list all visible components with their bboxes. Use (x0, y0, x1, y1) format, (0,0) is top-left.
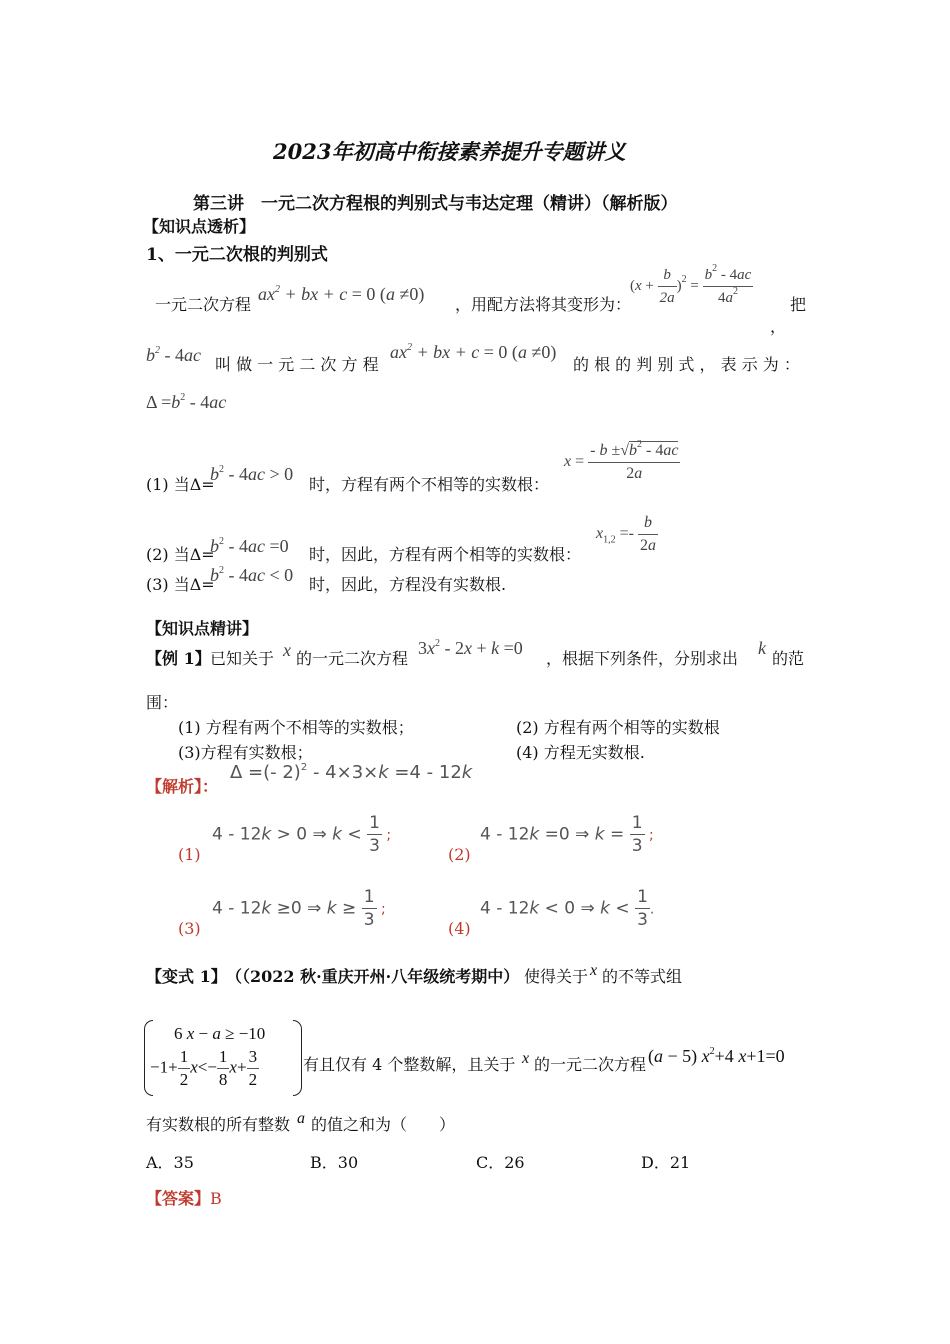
quadratic-equation-formula: $ax^2$ + bx + c = 0 (a ≠0) (390, 342, 557, 362)
delta-definition-formula: $\Delta =b^2 - 4ac$ (146, 392, 227, 412)
case-2-prefix: (2) 当Δ= (146, 545, 215, 564)
section-lecture: 【知识点精讲】 (146, 619, 259, 638)
variant-text: 有且仅有 4 个整数解，且关于 (303, 1055, 516, 1074)
variable-k: k (758, 638, 766, 658)
answer-1-formula: 4 - 12k > 0 ⇒ k < $\frac{1}{3}$ ; (212, 813, 392, 856)
variable-x: x (522, 1050, 530, 1067)
variant-equation: (a − 5) $x^2+4$ x+1=0 (648, 1046, 785, 1066)
case-2-text: 时，因此，方程有两个相等的实数根： (309, 545, 582, 564)
system-right-brace (293, 1020, 302, 1096)
variant-1-source: （（2022 秋·重庆开州·八年级统考期中） (226, 967, 520, 986)
quadratic-equation-formula: $ax^2$ + bx + c = 0 (a ≠0) (258, 284, 425, 304)
document-title: 2023年初高中衔接素养提升专题讲义 (273, 139, 626, 164)
example-text: 的一元二次方程 (296, 649, 409, 668)
paragraph-text: ，用配方法将其变形为： (455, 295, 632, 314)
example-1-label: 【例 1】 (146, 649, 211, 668)
variant-text: 的一元二次方程 (534, 1055, 647, 1074)
example-text: 的范 (772, 649, 805, 668)
inequality-1: 6 x − a ≥ −10 (174, 1024, 266, 1043)
example-text: 已知关于 (210, 649, 275, 668)
variant-text: 使得关于 (524, 967, 589, 986)
analysis-label: 【解析】： (146, 777, 219, 796)
paragraph-punctuation: ， (770, 317, 787, 336)
example-text: ，根据下列条件，分别求出 (546, 649, 739, 668)
case-3-text: 时，因此，方程没有实数根. (309, 575, 507, 594)
option-d: D．21 (641, 1153, 691, 1172)
case-3-condition: $b^2 - 4ac < 0$ (210, 565, 294, 585)
variant-text: 的不等式组 (602, 967, 683, 986)
case-2-condition: $b^2 - 4ac =0$ (210, 536, 289, 556)
variable-x: x (590, 962, 598, 979)
paragraph-text: 一元二次方程 (155, 295, 252, 314)
answer-label-2: (2) (448, 845, 471, 864)
variant-text: 的值之和为（ ） (311, 1115, 456, 1134)
quadratic-root-formula: x = $\frac{- b \pm√b^2 - 4ac}{2a}$ (564, 439, 679, 482)
discriminant-expression: $b^2 - 4ac$ (146, 345, 201, 365)
variant-text: 有实数根的所有整数 (146, 1115, 291, 1134)
condition-item: (3)方程有实数根； (178, 743, 313, 762)
variable-a: a (297, 1110, 305, 1127)
case-1-condition: $b^2 - 4ac > 0$ (210, 464, 294, 484)
case-1-prefix: (1) 当Δ= (146, 475, 215, 494)
paragraph-text: 叫 做 一 元 二 次 方 程 (215, 355, 379, 374)
double-root-formula: $x_{1,2}$ =- $\frac{b}{2a}$ (596, 514, 656, 554)
answer-2-formula: 4 - 12k =0 ⇒ k = $\frac{1}{3}$ ; (480, 813, 654, 856)
example-text: 围： (146, 693, 179, 712)
answer-value: B (210, 1189, 222, 1208)
inequality-2: −1+ $\frac{1}{2}$ x<− $\frac{1}{8}$ x+ $\frac{3}{2}$ (150, 1047, 258, 1089)
paragraph-text: 把 (790, 295, 807, 314)
answer-label: 【答案】 (146, 1189, 211, 1208)
paragraph-text: 的 根 的 判 别 式 ， 表 示 为 ： (573, 355, 800, 374)
answer (146, 1186, 222, 1209)
answer-label-4: (4) (448, 919, 471, 938)
condition-item: (4) 方程无实数根. (516, 743, 645, 762)
condition-item: (2) 方程有两个相等的实数根 (516, 718, 720, 737)
answer-4-formula: 4 - 12k < 0 ⇒ k < $\frac{1}{3}$ . (480, 887, 655, 930)
answer-label-1: (1) (178, 845, 201, 864)
case-3-prefix: (3) 当Δ= (146, 575, 215, 594)
example-equation: $3x^2 - 2x + k =0$ (418, 638, 523, 658)
answer-label-3: (3) (178, 919, 201, 938)
condition-item: (1) 方程有两个不相等的实数根； (178, 718, 414, 737)
option-b: B．30 (310, 1153, 359, 1172)
variable-x: x (283, 640, 291, 660)
answer-3-formula: 4 - 12k ≥0 ⇒ k ≥ $\frac{1}{3}$ ; (212, 887, 386, 930)
analysis-delta: Δ =(- 2)$^2$ - 4×3×k =4 - 12k (230, 762, 473, 783)
option-a: A．35 (146, 1153, 194, 1172)
lecture-subtitle: 第三讲 一元二次方程根的判别式与韦达定理（精讲）（解析版） (193, 194, 678, 214)
variant-1-label: 【变式 1】 (146, 967, 227, 986)
case-1-text: 时，方程有两个不相等的实数根： (309, 475, 550, 494)
heading-discriminant: 1、一元二次根的判别式 (146, 245, 328, 265)
option-c: C．26 (476, 1153, 525, 1172)
completed-square-formula: (x + $\frac{b}{2a}$ )$^2$ = $\frac{b^2 - 4ac}{4a^2}$ (630, 263, 752, 306)
section-knowledge-points: 【知识点透析】 (143, 217, 256, 236)
